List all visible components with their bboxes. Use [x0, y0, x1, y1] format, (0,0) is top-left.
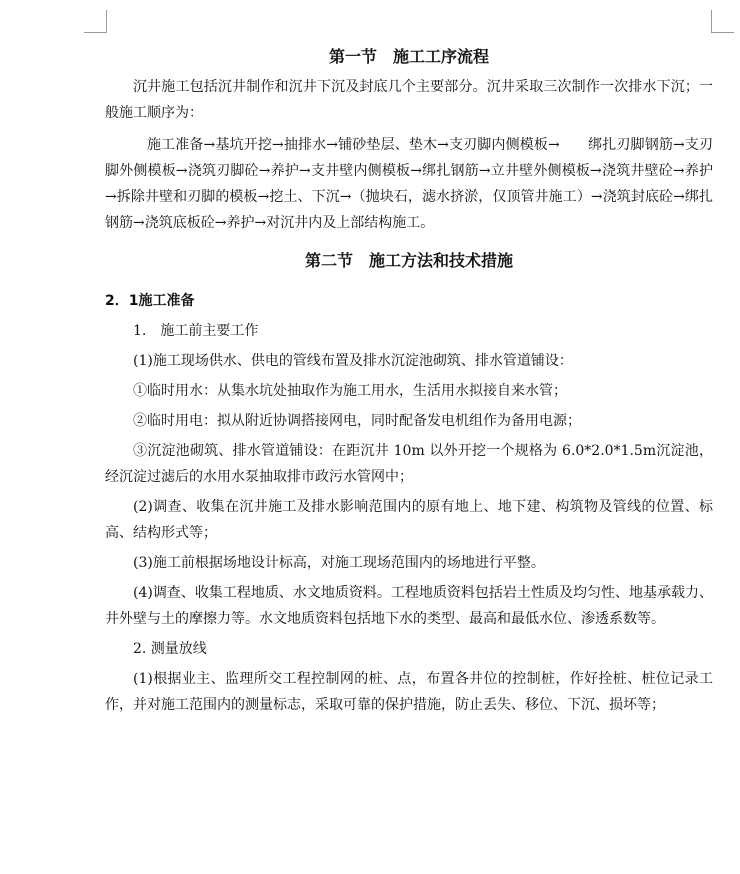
paragraph-1a: ①临时用水：从集水坑处抽取作为施工用水，生活用水拟接自来水管；: [133, 383, 567, 399]
item-2-heading: 2. 测量放线: [133, 641, 207, 657]
item-1-heading: 1. 施工前主要工作: [133, 323, 259, 339]
page-corner-mark-right: [711, 10, 734, 33]
paragraph-1: (1)施工现场供水、供电的管线布置及排水沉淀池砌筑、排水管道铺设：: [133, 353, 573, 369]
section-1-intro: 沉井施工包括沉井制作和沉井下沉及封底几个主要部分。沉井采取三次制作一次排水下沉；一般施工顺序为：: [105, 79, 713, 121]
subsection-2-1-heading: 2．1施工准备: [105, 293, 195, 309]
paragraph-1c: ③沉淀池砌筑、排水管道铺设：在距沉井 10m 以外开挖一个规格为 6.0*2.0*1.5m沉淀池，经沉淀过滤后的水用水泵抽取排市政污水管网中；: [105, 443, 713, 485]
paragraph-1b: ②临时用电：拟从附近协调搭接网电，同时配备发电机组作为备用电源；: [133, 413, 581, 429]
paragraph-5: (1)根据业主、监理所交工程控制网的桩、点，布置各井位的控制桩，作好拴桩、桩位记录工作，并对施工范围内的测量标志，采取可靠的保护措施，防止丢失、移位、下沉、损坏等；: [105, 671, 713, 713]
paragraph-2: (2)调查、收集在沉井施工及排水影响范围内的原有地上、地下建、构筑物及管线的位置、标高、结构形式等；: [105, 499, 713, 541]
paragraph-4: (4)调查、收集工程地质、水文地质资料。工程地质资料包括岩土性质及均匀性、地基承载力、井外壁与土的摩擦力等。水文地质资料包括地下水的类型、最高和最低水位、渗透系数等。: [105, 585, 713, 627]
document-body: [105, 40, 713, 718]
page-corner-mark-left: [84, 10, 107, 33]
section-2-title: 第二节 施工方法和技术措施: [304, 251, 513, 270]
paragraph-3: (3)施工前根据场地设计标高，对施工现场范围内的场地进行平整。: [133, 555, 545, 571]
section-1-title: 第一节 施工工序流程: [328, 47, 489, 66]
construction-flow-paragraph: 施工准备→基坑开挖→抽排水→铺砂垫层、垫木→支刃脚内侧模板→ 绑扎刃脚钢筋→支刃脚外侧模板→浇筑刃脚砼→养护→支井壁内侧模板→绑扎钢筋→立井壁外侧模板→浇筑井壁砼→养护→拆除井壁和刃脚的模板→挖土、下沉→（抛块石，滤水挤淤，仅顶管井施工）→浇筑封底砼→绑扎钢筋→浇筑底板砼→养护→对沉井内及上部结构施工。: [105, 137, 713, 231]
